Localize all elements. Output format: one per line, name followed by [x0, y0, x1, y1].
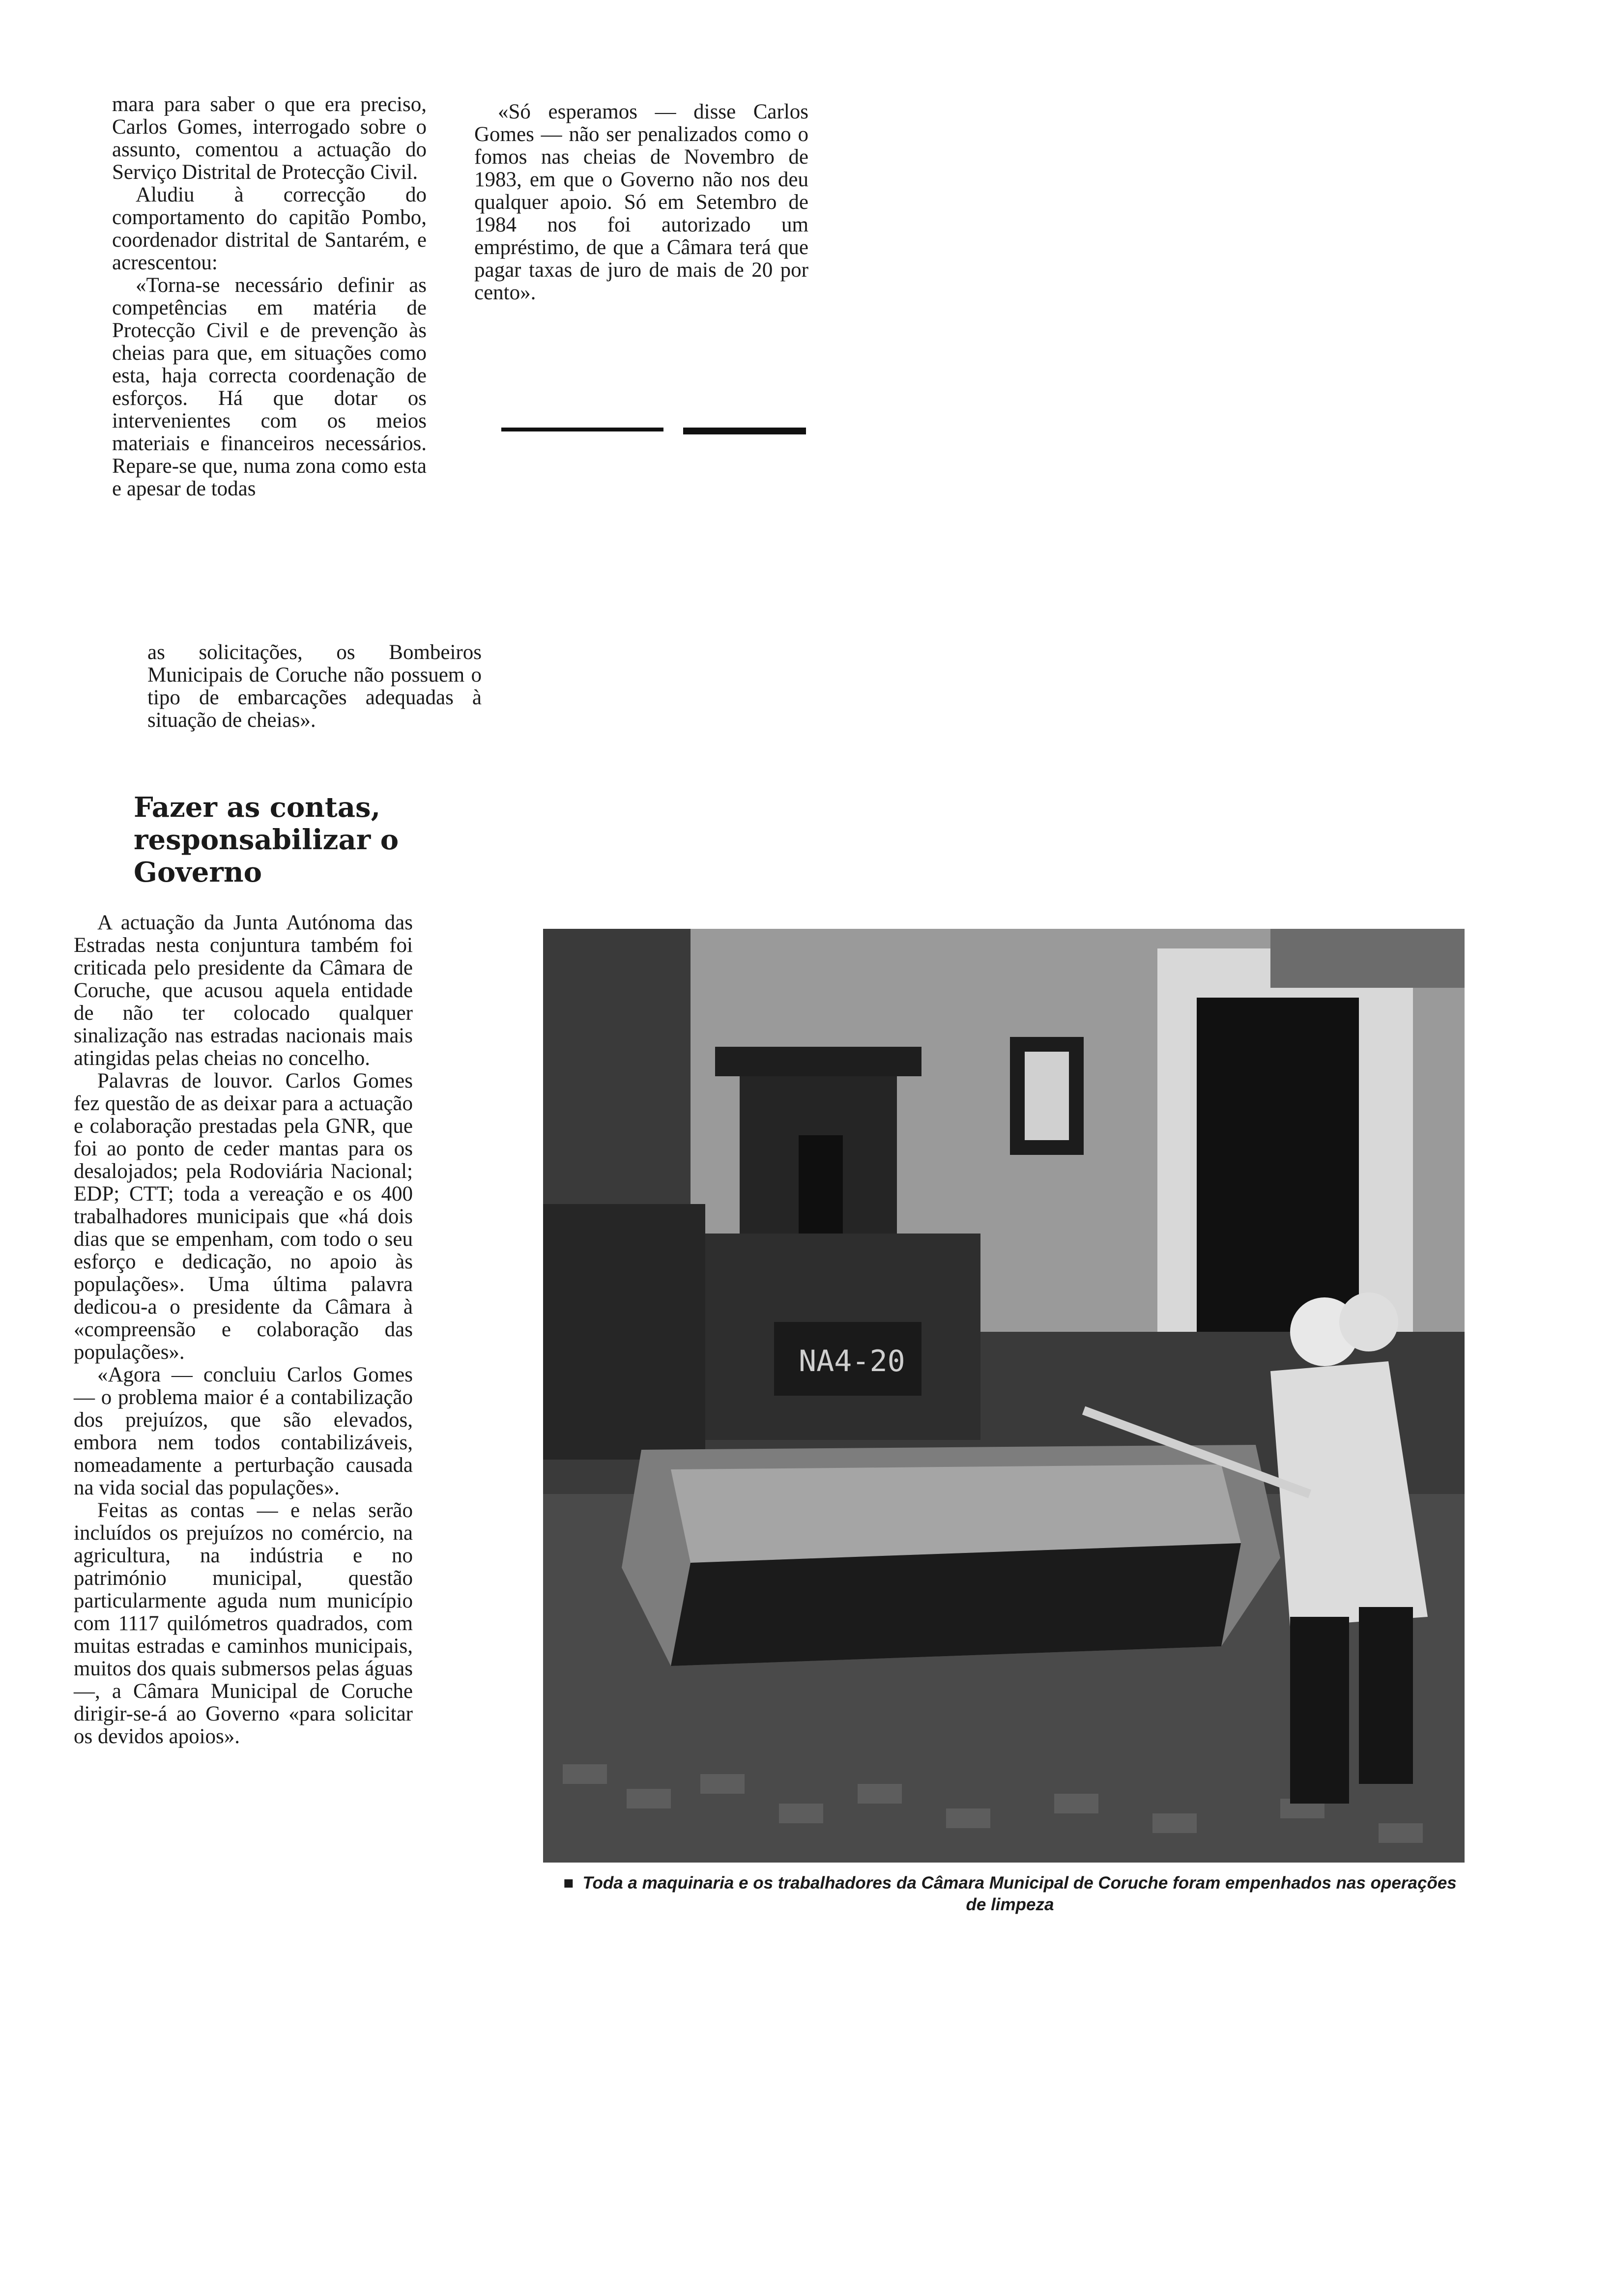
article-column-left-continuation [147, 641, 482, 732]
paragraph: A actuação da Junta Autónoma das Estradas nesta conjuntura também foi criticada pelo presidente da Câmara de Coruche, que acusou aquela entidade de não ter colocado qualquer sinalização nas estradas nacionais mais atingidas pelas cheias no concelho. [74, 911, 413, 1070]
caption-text: Toda a maquinaria e os trabalhadores da Câmara Municipal de Coruche foram empenhados nas operações de limpeza [582, 1873, 1457, 1914]
paragraph: as solicitações, os Bombeiros Municipais de Coruche não possuem o tipo de embarcações adequadas à situação de cheias». [147, 641, 482, 732]
paragraph: «Torna-se necessário definir as competências em matéria de Protecção Civil e de prevenção às cheias para que, em situações como esta, haja correcta coordenação de esforços. Há que dotar os intervenientes com os meios materiais e financeiros necessários. Repare-se que, numa zona como esta e apesar de todas [112, 274, 427, 500]
end-rule-right [683, 428, 806, 434]
paragraph: Palavras de louvor. Carlos Gomes fez questão de as deixar para a actuação e colaboração prestadas pela GNR, que foi ao ponto de ceder mantas para os desalojados; pela Rodoviária Nacional; EDP; CTT; toda a vereação e os 400 trabalhadores municipais que «há dois dias que se empenham, com todo o seu esforço e dedicação, no apoio às populações». Uma última palavra dedicou-a o presidente da Câmara à «compreensão e colaboração das populações». [74, 1069, 413, 1364]
photo-caption [560, 1872, 1460, 1916]
paragraph: Aludiu à correcção do comportamento do capitão Pombo, coordenador distrital de Santarém, e acrescentou: [112, 183, 427, 274]
vehicle-plate: NA4-20 [799, 1344, 905, 1378]
end-rule-left [501, 428, 663, 431]
paragraph: mara para saber o que era preciso, Carlos Gomes, interrogado sobre o assunto, comentou a actuação do Serviço Distrital de Protecção Civil. [112, 93, 427, 184]
photo-illustration [543, 929, 1465, 1863]
paragraph: Feitas as contas — e nelas serão incluídos os prejuízos no comércio, na agricultura, na indústria e no património municipal, questão particularmente aguda num município com 1117 quilómetros quadrados, com muitas estradas e caminhos municipais, muitos dos quais submersos pelas águas —, a Câmara Municipal de Coruche dirigir-se-á ao Governo «para solicitar os devidos apoios». [74, 1499, 413, 1748]
caption-bullet: ■ [563, 1873, 574, 1893]
paragraph: «Só esperamos — disse Carlos Gomes — não ser penalizados como o fomos nas cheias de Novembro de 1983, em que o Governo não nos deu qualquer apoio. Só em Setembro de 1984 nos foi autorizado um empréstimo, de que a Câmara terá que pagar taxas de juro de mais de 20 por cento». [474, 100, 808, 304]
article-column-main [74, 912, 413, 1748]
section-headline: Fazer as contas, responsabilizar o Governo [134, 791, 399, 889]
article-column-right-top [474, 101, 808, 304]
news-photo-bulldozer-cleanup [543, 929, 1465, 1863]
article-column-left-top [112, 93, 427, 500]
paragraph: «Agora — concluiu Carlos Gomes — o problema maior é a contabilização dos prejuízos, que são elevados, embora nem todos contabilizáveis, nomeadamente a perturbação causada na vida social das populações». [74, 1363, 413, 1499]
